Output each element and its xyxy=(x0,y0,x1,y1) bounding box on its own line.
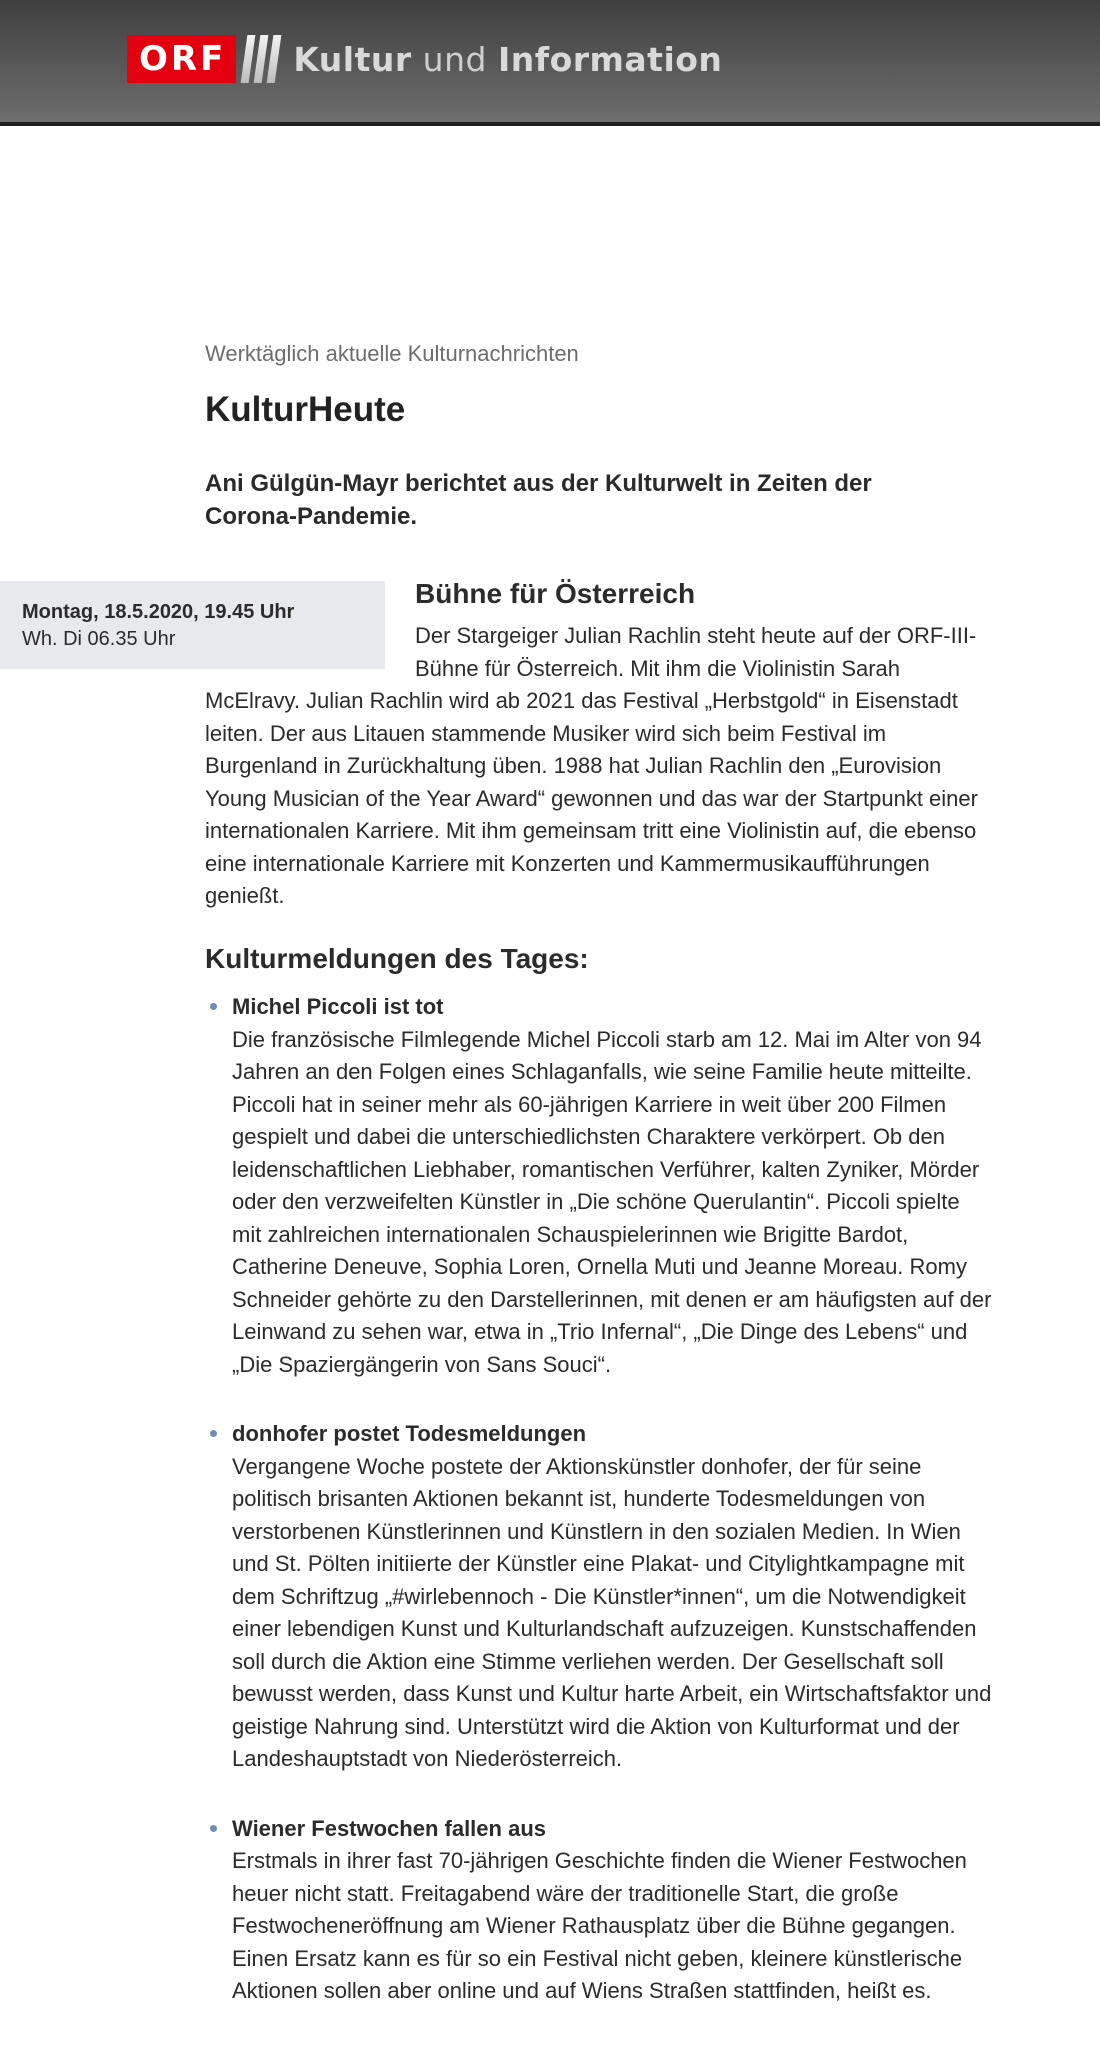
tagline-information: Information xyxy=(497,39,723,79)
news-item xyxy=(205,1418,995,1776)
tagline-und: und xyxy=(422,39,487,79)
feature-article xyxy=(205,576,980,913)
orf-logo-box: ORF xyxy=(127,35,236,83)
news-item xyxy=(205,991,995,1381)
channel-tagline xyxy=(293,40,722,79)
page-title: KulturHeute xyxy=(205,390,406,429)
channel-three-bars-icon xyxy=(244,35,283,83)
feature-heading: Bühne für Österreich xyxy=(415,578,696,609)
news-heading: Kulturmeldungen des Tages: xyxy=(205,943,589,974)
site-header xyxy=(0,0,1100,126)
news-item xyxy=(205,1813,995,2008)
orf-iii-logo[interactable] xyxy=(127,35,722,83)
airtime-repeat: Wh. Di 06.35 Uhr xyxy=(22,628,176,650)
airtime-date: Montag, 18.5.2020, 19.45 Uhr xyxy=(22,601,295,623)
page-kicker: Werktäglich aktuelle Kulturnachrichten xyxy=(205,341,579,366)
bullet-icon xyxy=(210,1825,217,1832)
news-item-title: donhofer postet Todesmeldungen xyxy=(232,1421,587,1446)
news-item-title: Michel Piccoli ist tot xyxy=(232,994,444,1019)
news-item-text: Vergangene Woche postete der Aktionskünstler donhofer, der für seine politisch brisanten Aktionen bekannt ist, hunderte Todesmeldungen von verstorbenen Künstlerinnen und Künstlern in den sozialen Medien. In Wien und St. Pölten initiierte der Künstler eine Plakat- und Citylightkampagne mit dem Schriftzug „#wirlebennoch - Die Künstler*innen“, um die Notwendigkeit einer lebendigen Kunst und Kulturlandschaft aufzuzeigen. Kunstschaffenden soll durch die Aktion eine Stimme verliehen werden. Der Gesellschaft soll bewusst werden, dass Kunst und Kultur harte Arbeit, ein Wirtschaftsfaktor und geistige Nahrung sind. Unterstützt wird die Aktion von Kulturformat und der Landeshauptstadt von Niederösterreich. xyxy=(232,1453,992,1771)
tagline-kultur: Kultur xyxy=(293,39,412,79)
feature-text: Der Stargeiger Julian Rachlin steht heute auf der ORF-III-Bühne für Österreich. Mit ihm die Violinistin Sarah McElravy. Julian Rachlin wird ab 2021 das Festival „Herbstgold“ in Eisenstadt leiten. Der aus Litauen stammende Musiker wird sich beim Festival im Burgenland in Zurückhaltung üben. 1988 hat Julian Rachlin den „Eurovision Young Musician of the Year Award“ gewonnen und das war der Startpunkt einer internationalen Karriere. Mit ihm gemeinsam tritt eine Violinistin auf, die ebenso eine internationale Karriere mit Konzerten und Kammermusikaufführungen genießt. xyxy=(205,623,978,908)
news-section xyxy=(205,941,995,2045)
news-item-title: Wiener Festwochen fallen aus xyxy=(232,1815,546,1841)
news-list xyxy=(205,991,995,2008)
news-item-text: Die französische Filmlegende Michel Piccoli starb am 12. Mai im Alter von 94 Jahren an den Folgen eines Schlaganfalls, wie seine Familie heute mitteilte. Piccoli hat in seiner mehr als 60-jährigen Karriere in weit über 200 Filmen gespielt und dabei die unterschiedlichsten Charaktere verkörpert. Ob den leidenschaftlichen Liebhaber, romantischen Verführer, kalten Zyniker, Mörder oder den verzweifelten Künstler in „Die schöne Querulantin“. Piccoli spielte mit zahlreichen internationalen Schauspielerinnen wie Brigitte Bardot, Catherine Deneuve, Sophia Loren, Ornella Muti und Jeanne Moreau. Romy Schneider gehörte zu den Darstellerinnen, mit denen er am häufigsten auf der Leinwand zu sehen war, etwa in „Trio Infernal“, „Die Dinge des Lebens“ und „Die Spaziergängerin von Sans Souci“. xyxy=(232,1026,992,1377)
news-item-text: Erstmals in ihrer fast 70-jährigen Geschichte finden die Wiener Festwochen heuer nicht statt. Freitagabend wäre der traditionelle Start, die große Festwocheneröffnung am Wiener Rathausplatz über die Bühne gegangen. Einen Ersatz kann es für so ein Festival nicht geben, kleinere künstlerische Aktionen sollen aber online und auf Wiens Straßen stattfinden, heißt es. xyxy=(232,1848,967,2003)
bullet-icon xyxy=(210,1003,217,1010)
page-lead: Ani Gülgün-Mayr berichtet aus der Kulturwelt in Zeiten der Corona-Pandemie. xyxy=(205,470,872,530)
bullet-icon xyxy=(210,1430,217,1437)
